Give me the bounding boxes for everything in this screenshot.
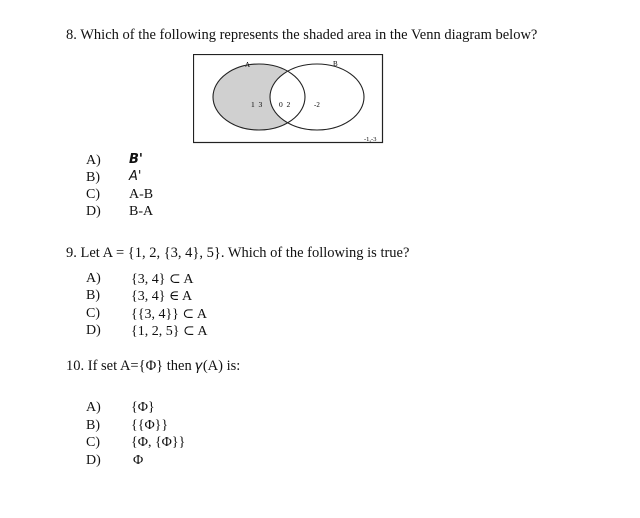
- question-9-text: 9. Let A = {1, 2, {3, 4}, 5}. Which of the following is true?: [66, 245, 410, 261]
- q10-option-b-letter: B): [86, 418, 100, 433]
- q9-option-b-letter: B): [86, 288, 100, 303]
- q8-option-d-letter: D): [86, 204, 101, 219]
- q10-option-a-text: {Φ}: [131, 400, 155, 415]
- q9-option-d-text: {1, 2, 5} ⊂ A: [131, 324, 208, 339]
- venn-label-a: A: [245, 61, 251, 69]
- q8-option-b-text: A': [129, 169, 142, 184]
- q9-option-c-text: {{3, 4}} ⊂ A: [131, 307, 207, 322]
- q10-option-c-letter: C): [86, 435, 100, 450]
- q9-option-a-text: {3, 4} ⊂ A: [131, 272, 194, 287]
- q10-option-d-text: Φ: [133, 453, 144, 468]
- venn-only-b: -2: [314, 101, 320, 109]
- venn-intersection: 0 2: [279, 100, 291, 109]
- q9-option-b-text: {3, 4} ∈ A: [131, 289, 193, 304]
- venn-diagram: [193, 54, 385, 146]
- q9-option-a-letter: A): [86, 271, 101, 286]
- question-8-text: 8. Which of the following represents the shaded area in the Venn diagram below?: [66, 27, 538, 43]
- venn-only-a: 1 3: [251, 100, 263, 109]
- q8-option-a-text: B': [129, 152, 143, 167]
- q8-option-b-letter: B): [86, 170, 100, 185]
- venn-outside: -1,-3: [364, 136, 377, 143]
- q10-option-a-letter: A): [86, 400, 101, 415]
- question-10-text: 10. If set A={Φ} then 𝛾(A) is:: [66, 358, 241, 374]
- q10-option-d-letter: D): [86, 453, 101, 468]
- q9-option-c-letter: C): [86, 306, 100, 321]
- venn-label-b: B: [333, 60, 338, 68]
- q8-option-a-letter: A): [86, 153, 101, 168]
- q9-option-d-letter: D): [86, 323, 101, 338]
- q8-option-c-letter: C): [86, 187, 100, 202]
- q8-option-d-text: B-A: [129, 204, 154, 219]
- q8-option-c-text: A-B: [129, 187, 154, 202]
- q10-option-b-text: {{Φ}}: [131, 418, 169, 433]
- q10-option-c-text: {Φ, {Φ}}: [131, 435, 186, 450]
